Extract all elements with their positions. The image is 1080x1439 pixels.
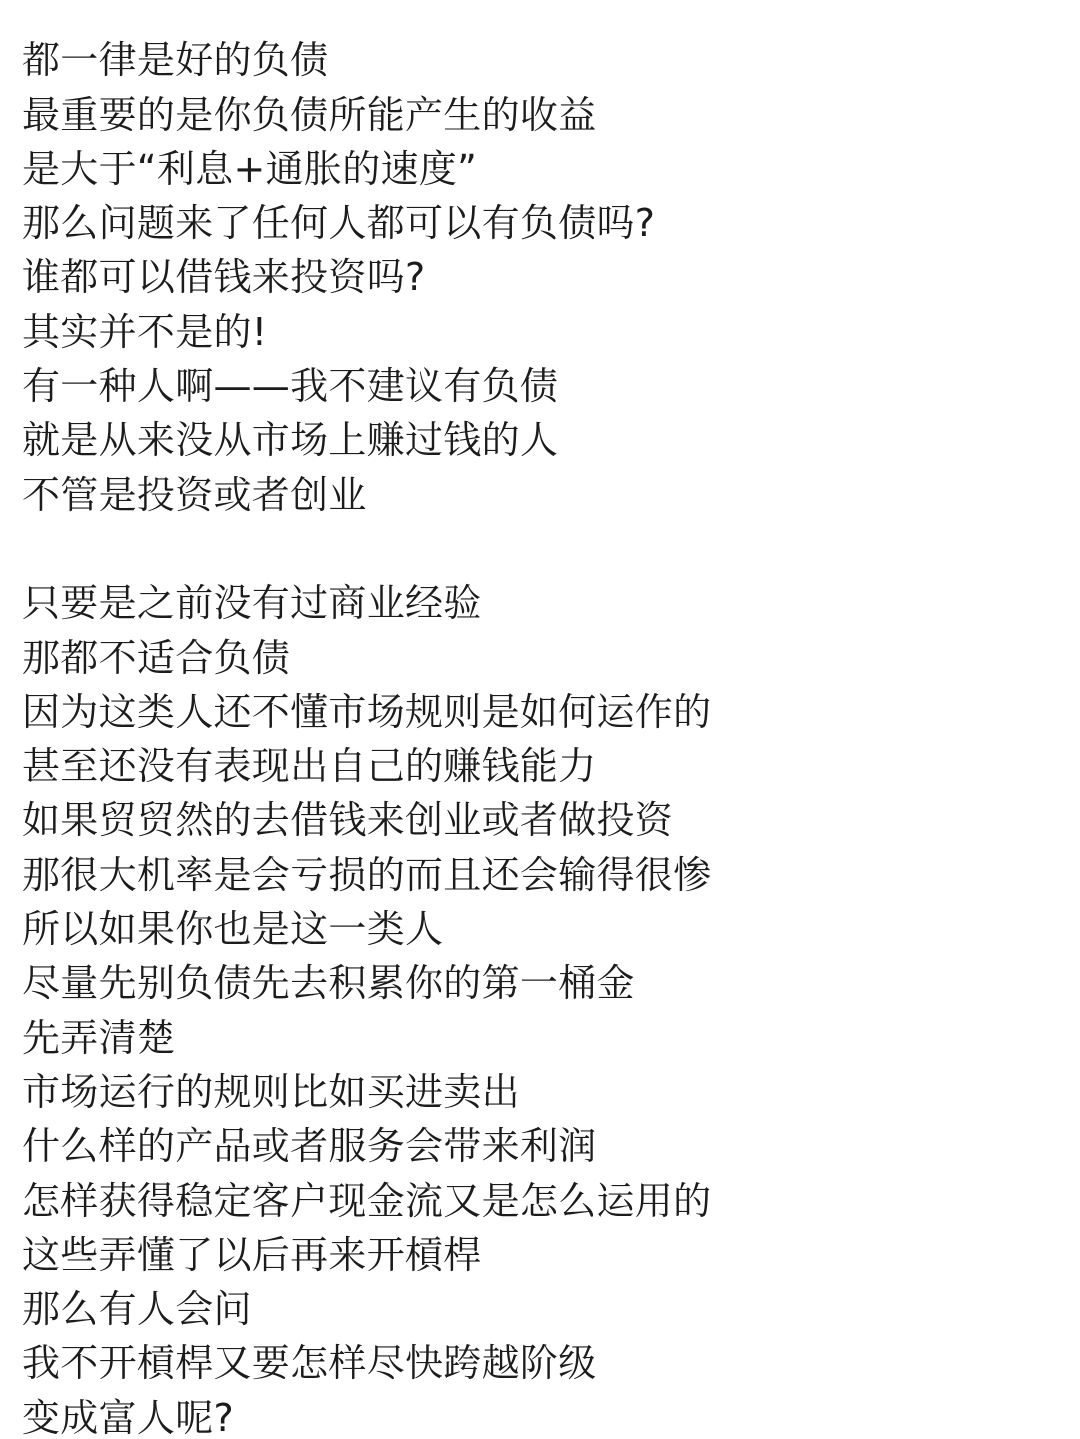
text-line: 甚至还没有表现出自己的赚钱能力 xyxy=(22,744,597,789)
text-line: 谁都可以借钱来投资吗? xyxy=(22,255,426,300)
text-line: 有一种人啊——我不建议有负债 xyxy=(22,364,559,409)
text-line: 只要是之前没有过商业经验 xyxy=(22,581,482,626)
text-line: 如果贸贸然的去借钱来创业或者做投资 xyxy=(22,798,674,843)
text-line: 不管是投资或者创业 xyxy=(22,472,367,517)
text-line: 那么有人会问 xyxy=(22,1287,252,1332)
text-line: 怎样获得稳定客户现金流又是怎么运用的 xyxy=(22,1178,712,1223)
text-line: 所以如果你也是这一类人 xyxy=(22,907,444,952)
text-line: 就是从来没从市场上赚过钱的人 xyxy=(22,418,559,463)
article-text xyxy=(22,0,1062,1439)
text-line: 那很大机率是会亏损的而且还会输得很惨 xyxy=(22,852,712,897)
text-line: 那都不适合负债 xyxy=(22,635,291,680)
text-line: 变成富人呢? xyxy=(22,1395,234,1439)
text-line: 是大于“利息+通胀的速度” xyxy=(22,146,478,191)
text-line: 那么问题来了任何人都可以有负债吗? xyxy=(22,201,656,246)
cut-off-top-line xyxy=(22,0,1062,33)
text-line: 其实并不是的! xyxy=(22,309,268,354)
paragraph-break xyxy=(22,522,1062,576)
text-line: 尽量先别负债先去积累你的第一桶金 xyxy=(22,961,635,1006)
text-line: 最重要的是你负债所能产生的收益 xyxy=(22,92,597,137)
text-line: 我不开槓桿又要怎样尽快跨越阶级 xyxy=(22,1341,597,1386)
text-line: 都一律是好的负债 xyxy=(22,38,329,83)
text-line: 先弄清楚 xyxy=(22,1015,176,1060)
text-line: 市场运行的规则比如买进卖出 xyxy=(22,1069,520,1114)
text-line: 因为这类人还不懂市场规则是如何运作的 xyxy=(22,689,712,734)
text-line: 什么样的产品或者服务会带来利润 xyxy=(22,1124,597,1169)
text-line: 这些弄懂了以后再来开槓桿 xyxy=(22,1232,482,1277)
